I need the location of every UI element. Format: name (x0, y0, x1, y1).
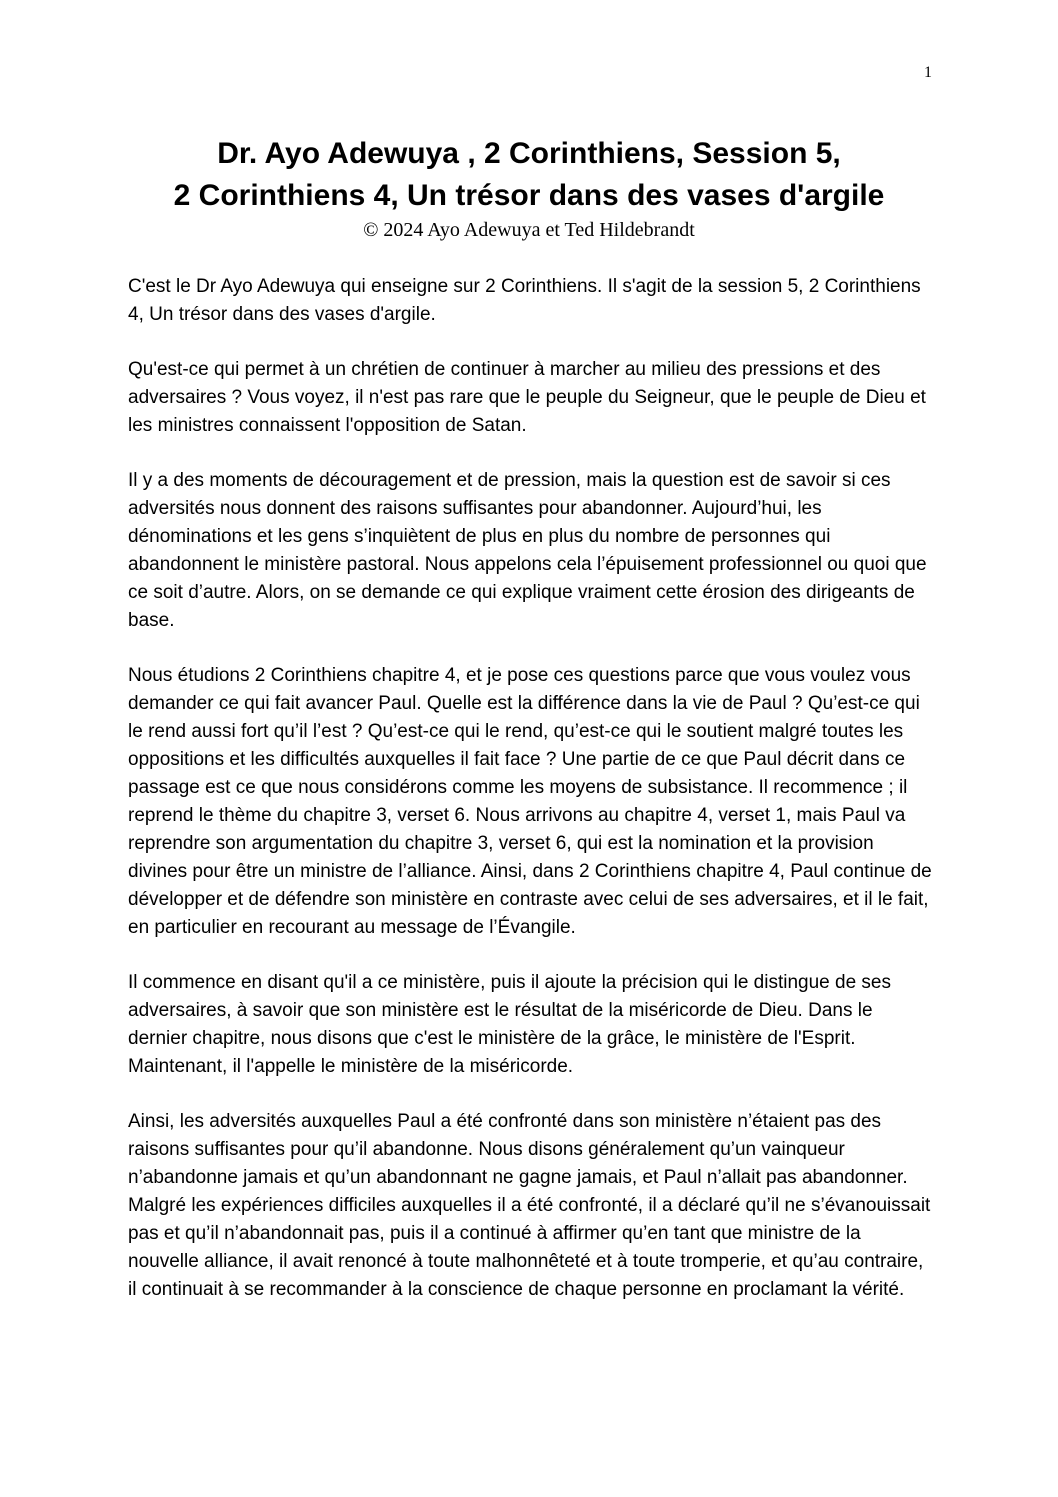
copyright-notice: © 2024 Ayo Adewuya et Ted Hildebrandt (363, 219, 695, 241)
paragraph: C'est le Dr Ayo Adewuya qui enseigne sur 2 Corinthiens. Il s'agit de la session 5, 2 Corinthiens 4, Un trésor dans des vases d'argile. (128, 276, 921, 325)
title-block (120, 133, 938, 243)
paragraph: Il y a des moments de découragement et de pression, mais la question est de savoir si ces adversités nous donnent des raisons suffisantes pour abandonner. Aujourd’hui, les dénominations et les gens s’inquiètent de plus en plus du nombre de personnes qui abandonnent le ministère pastoral. Nous appelons cela l’épuisement professionnel ou quoi que ce soit d’autre. Alors, on se demande ce qui explique vraiment cette érosion des dirigeants de base. (128, 470, 927, 631)
paragraph: Nous étudions 2 Corinthiens chapitre 4, et je pose ces questions parce que vous voulez vous demander ce qui fait avancer Paul. Quelle est la différence dans la vie de Paul ? Qu’est-ce qui le rend aussi fort qu’il l’est ? Qu’est-ce qui le rend, qu’est-ce qui le soutient malgré toutes les oppositions et les difficultés auxquelles il fait face ? Une partie de ce que Paul décrit dans ce passage est ce que nous considérons comme les moyens de subsistance. Il recommence ; il reprend le thème du chapitre 3, verset 6. Nous arrivons au chapitre 4, verset 1, mais Paul va reprendre son argumentation du chapitre 3, verset 6, qui est la nomination et la provision divines pour être un ministre de l’alliance. Ainsi, dans 2 Corinthiens chapitre 4, Paul continue de développer et de défendre son ministère en contraste avec celui de ses adversaires, et il le fait, en particulier en recourant au message de l’Évangile. (128, 665, 932, 938)
paragraph: Il commence en disant qu'il a ce ministère, puis il ajoute la précision qui le distingue de ses adversaires, à savoir que son ministère est le résultat de la miséricorde de Dieu. Dans le dernier chapitre, nous disons que c'est le ministère de la grâce, le ministère de l'Esprit. Maintenant, il l'appelle le ministère de la miséricorde. (128, 972, 891, 1077)
document-body (128, 273, 934, 1331)
title-line-2: 2 Corinthiens 4, Un trésor dans des vases d'argile (173, 179, 885, 212)
title-line-1: Dr. Ayo Adewuya , 2 Corinthiens, Session 5, (217, 137, 841, 170)
paragraph: Ainsi, les adversités auxquelles Paul a été confronté dans son ministère n’étaient pas des raisons suffisantes pour qu’il abandonne. Nous disons généralement qu’un vainqueur n’abandonne jamais et qu’un abandonnant ne gagne jamais, et Paul n’allait pas abandonner. Malgré les expériences difficiles auxquelles il a été confronté, il a déclaré qu’il ne s’évanouissait pas et qu’il n’abandonnait pas, puis il a continué à affirmer qu’en tant que ministre de la nouvelle alliance, il avait renoncé à toute malhonnêteté et à toute tromperie, et qu’au contraire, il continuait à se recommander à la conscience de chaque personne en proclamant la vérité. (128, 1111, 931, 1300)
page-number: 1 (924, 64, 932, 81)
paragraph: Qu'est-ce qui permet à un chrétien de continuer à marcher au milieu des pressions et des adversaires ? Vous voyez, il n'est pas rare que le peuple du Seigneur, que le peuple de Dieu et les ministres connaissent l'opposition de Satan. (128, 359, 926, 436)
